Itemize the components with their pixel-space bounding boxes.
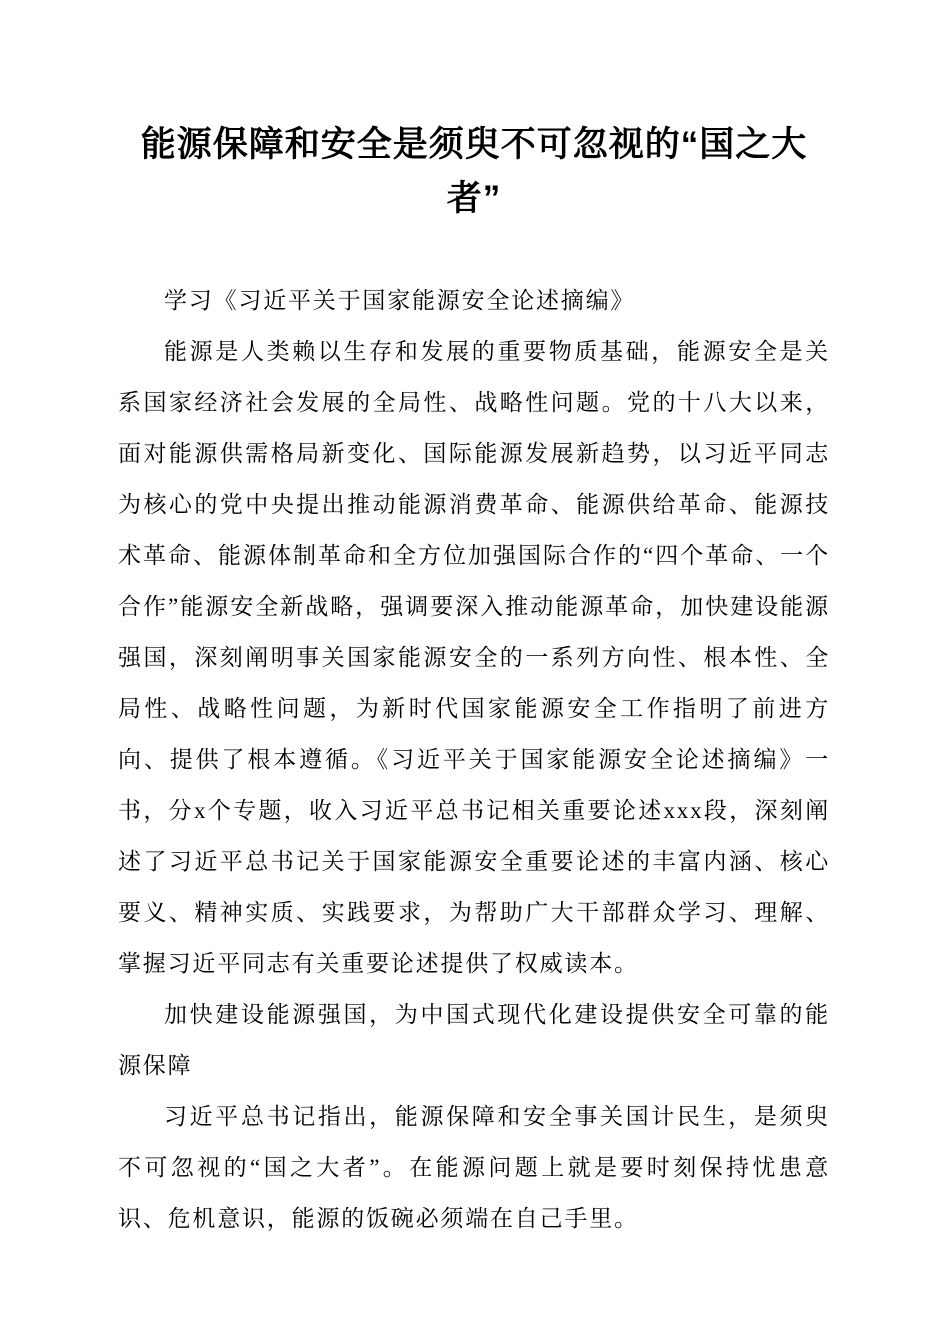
paragraph-study-line: 学习《习近平关于国家能源安全论述摘编》 — [164, 287, 636, 313]
paragraph-subheading: 加快建设能源强国，为中国式现代化建设提供安全可靠的能源保障 — [118, 1001, 830, 1078]
paragraph-main-body: 能源是人类赖以生存和发展的重要物质基础，能源安全是关系国家经济社会发展的全局性、战略性问题。党的十八大以来，面对能源供需格局新变化、国际能源发展新趋势，以习近平同志为核心的党中央提出推动能源消费革命、能源供给革命、能源技术革命、能源体制革命和全方位加强国际合作的“四个革命、一个合作”能源安全新战略，强调要深入推动能源革命，加快建设能源强国，深刻阐明事关国家能源安全的一系列方向性、根本性、全局性、战略性问题，为新时代国家能源安全工作指明了前进方向、提供了根本遵循。《习近平关于国家能源安全论述摘编》一书，分x个专题，收入习近平总书记相关重要论述xxx段，深刻阐述了习近平总书记关于国家能源安全重要论述的丰富内涵、核心要义、精神实质、实践要求，为帮助广大干部群众学习、理解、掌握习近平同志有关重要论述提供了权威读本。 — [118, 338, 830, 976]
document-body — [118, 275, 830, 1244]
document-title: 能源保障和安全是须臾不可忽视的“国之大者” — [140, 125, 808, 219]
paragraph-quote-section: 习近平总书记指出，能源保障和安全事关国计民生，是须臾不可忽视的“国之大者”。在能源问题上就是要时刻保持忧患意识、危机意识，能源的饭碗必须端在自己手里。 — [118, 1103, 830, 1231]
